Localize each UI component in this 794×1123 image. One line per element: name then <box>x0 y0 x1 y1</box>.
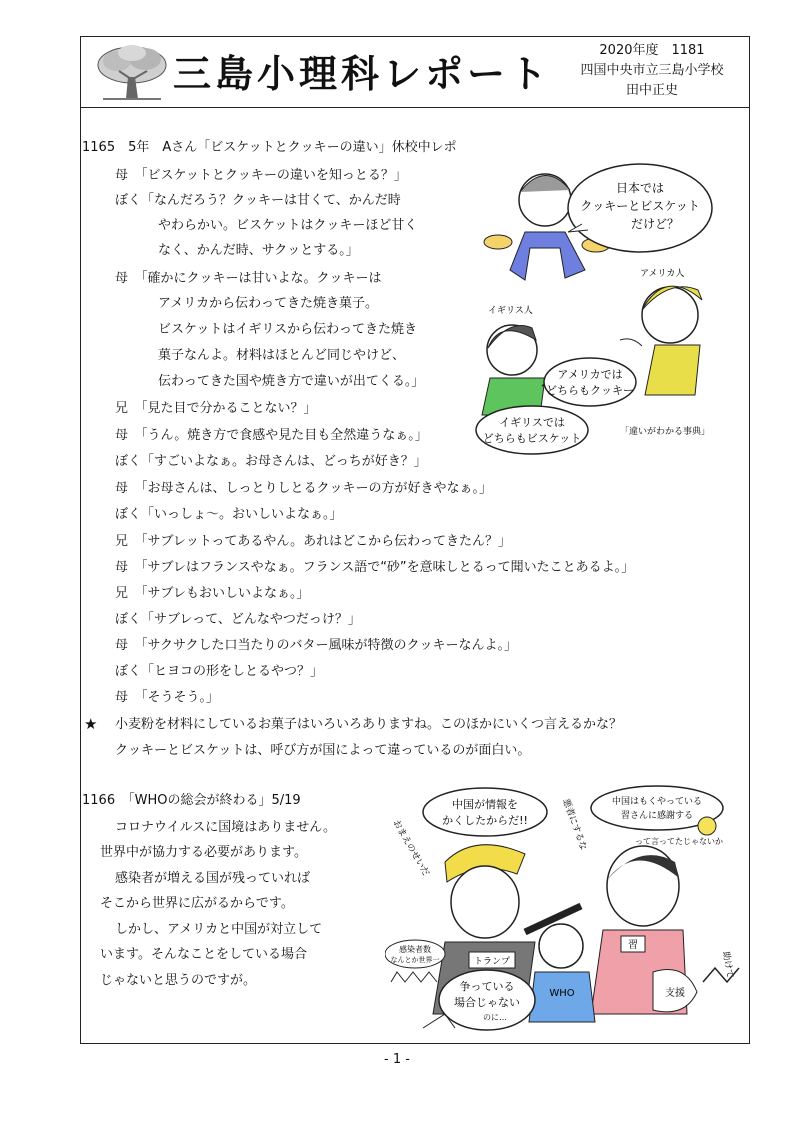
people-sign <box>385 940 445 982</box>
dialogue-line: アメリカから伝わってきた焼き菓子。 <box>158 296 378 311</box>
bubble-who-text: 場合じゃない <box>454 996 520 1009</box>
label-america: アメリカ人 <box>640 269 685 279</box>
article2-line: 感染者が増える国が残っていれば <box>115 871 311 886</box>
bubble-trump-text: 中国が情報を <box>452 798 518 811</box>
tag-who: WHO <box>549 988 575 999</box>
bubble-america <box>544 358 636 406</box>
dialogue-line: 伝わってきた国や焼き方で違いが出てくる。」 <box>158 374 425 389</box>
bubble-britain-text: イギリスでは <box>499 416 565 429</box>
header-meta <box>567 41 737 101</box>
dialogue-line: やわらかい。ビスケットはクッキーほど甘く <box>158 218 418 233</box>
article2-line: います。そんなことをしている場合 <box>100 947 307 962</box>
dialogue-line: 兄 「見た目で分かることない？」 <box>115 401 317 416</box>
note-line: 小麦粉を材料にしているお菓子はいろいろありますね。このほかにいくつ言えるかな？ <box>115 717 623 732</box>
page-number: - 1 - <box>384 1052 410 1067</box>
article2-line: コロナウイルスに国境はありません。 <box>115 820 337 835</box>
dialogue-line: ぼく「ヒヨコの形をしとるやつ？」 <box>115 664 324 679</box>
article2-line: 世界中が協力する必要があります。 <box>100 845 307 860</box>
bubble-xi-text: 習さんに感謝する <box>620 811 694 821</box>
help-text: 助けて <box>720 950 735 980</box>
tree-logo-icon <box>95 41 169 103</box>
article2-line: じゃないと思うのですが。 <box>100 973 257 988</box>
dialogue-line: 母 「ビスケットとクッキーの違いを知っとる？」 <box>115 168 407 183</box>
article2-heading: 1166 「WHOの総会が終わる」5/19 <box>82 793 301 808</box>
british-figure <box>482 325 558 415</box>
dialogue-line: 母 「そうそう。」 <box>115 690 220 705</box>
note-line: クッキーとビスケットは、呼び方が国によって違っているのが面白い。 <box>115 743 531 758</box>
article2-line: しかし、アメリカと中国が対立して <box>115 922 323 937</box>
dialogue-line: 母 「確かにクッキーは甘いよな。クッキーは <box>115 271 382 286</box>
dialogue-line: 母 「サブレはフランスやなぁ。フランス語で“砂”を意味しとるって聞いたことあるよ。」 <box>115 560 635 575</box>
side-text-right: って言ってたじゃないか <box>635 837 723 846</box>
side-text-mid: 悪者にするな <box>560 797 589 852</box>
bubble-japan <box>568 164 712 252</box>
cookie-biscuit-illustration <box>470 150 740 460</box>
dialogue-line: ぼく「いっしょ～。おいしいよなぁ。」 <box>115 507 343 522</box>
dialogue-line: 母 「うん。焼き方で食感や見た目も全然違うなぁ。」 <box>115 428 428 443</box>
bubble-who-text: のに… <box>483 1013 507 1022</box>
year-issue: 2020年度 1181 <box>599 43 705 58</box>
dialogue-line: ぼく「なんだろう？クッキーは甘くて、かんだ時 <box>115 193 401 208</box>
bubble-america-text: アメリカでは <box>557 368 623 381</box>
sign-text: なんとか世界一 <box>390 956 440 964</box>
article1-heading: 1165 5年 Aさん「ビスケットとクッキーの違い」休校中レポ <box>82 140 457 155</box>
bubble-japan-text: 日本では <box>615 181 665 195</box>
dialogue-line: ぼく「サブレって、どんなやつだっけ？」 <box>115 612 361 627</box>
sign-text: 感染者数 <box>399 945 431 954</box>
dialogue-line: 菓子なんよ。材料はほとんど同じやけど、 <box>158 348 406 363</box>
bubble-trump-text: かくしたからだ!! <box>442 814 528 827</box>
side-text-left: おまえのせいだ <box>390 818 431 879</box>
bubble-britain <box>476 406 588 454</box>
dialogue-line: ビスケットはイギリスから伝わってきた焼き <box>158 322 417 337</box>
tag-trump: トランプ <box>473 957 511 967</box>
dialogue-line: 兄 「サブレもおいしいよなぁ。」 <box>115 586 310 601</box>
bubble-who-text: 争っている <box>459 980 515 993</box>
bubble-america-text: どちらもクッキー <box>546 384 634 397</box>
school-name: 四国中央市立三島小学校 <box>580 63 724 78</box>
dialogue-line: 母 「サクサクした口当たりのバター風味が特徴のクッキーなんよ。」 <box>115 638 517 653</box>
bubble-trump <box>423 788 547 836</box>
illustration-caption: 「違いがわかる事典」 <box>620 427 711 437</box>
newsletter-title: 三島小理科レポート <box>173 52 552 96</box>
tag-xi: 習 <box>628 940 638 951</box>
label-britain: イギリス人 <box>488 306 533 316</box>
dialogue-line: 兄 「サブレットってあるやん。あれはどこから伝わってきたん？」 <box>115 534 511 549</box>
article2-line: そこから世界に広がるからです。 <box>100 896 294 911</box>
xi-figure <box>591 846 697 1014</box>
dialogue-line: なく、かんだ時、サクッとする。」 <box>158 243 359 258</box>
newsletter-header <box>81 37 749 108</box>
bubble-who <box>439 970 535 1030</box>
star-icon: ★ <box>84 715 98 733</box>
dialogue-line: ぼく「すごいよなぁ。お母さんは、どっちが好き？」 <box>115 454 427 469</box>
who-figure <box>529 924 595 1022</box>
bubble-xi-text: 中国はもくやっている <box>611 797 703 807</box>
dialogue-line: 母 「お母さんは、しっとりしとるクッキーの方が好きやなぁ。」 <box>115 481 493 496</box>
bag-label: 支援 <box>665 988 685 999</box>
bubble-japan-text: クッキーとビスケット <box>580 199 700 213</box>
bubble-britain-text: どちらもビスケット <box>482 432 582 445</box>
who-cartoon-illustration <box>385 782 747 1038</box>
bubble-japan-text: だけど？ <box>630 217 680 231</box>
author-name: 田中正史 <box>625 83 678 98</box>
